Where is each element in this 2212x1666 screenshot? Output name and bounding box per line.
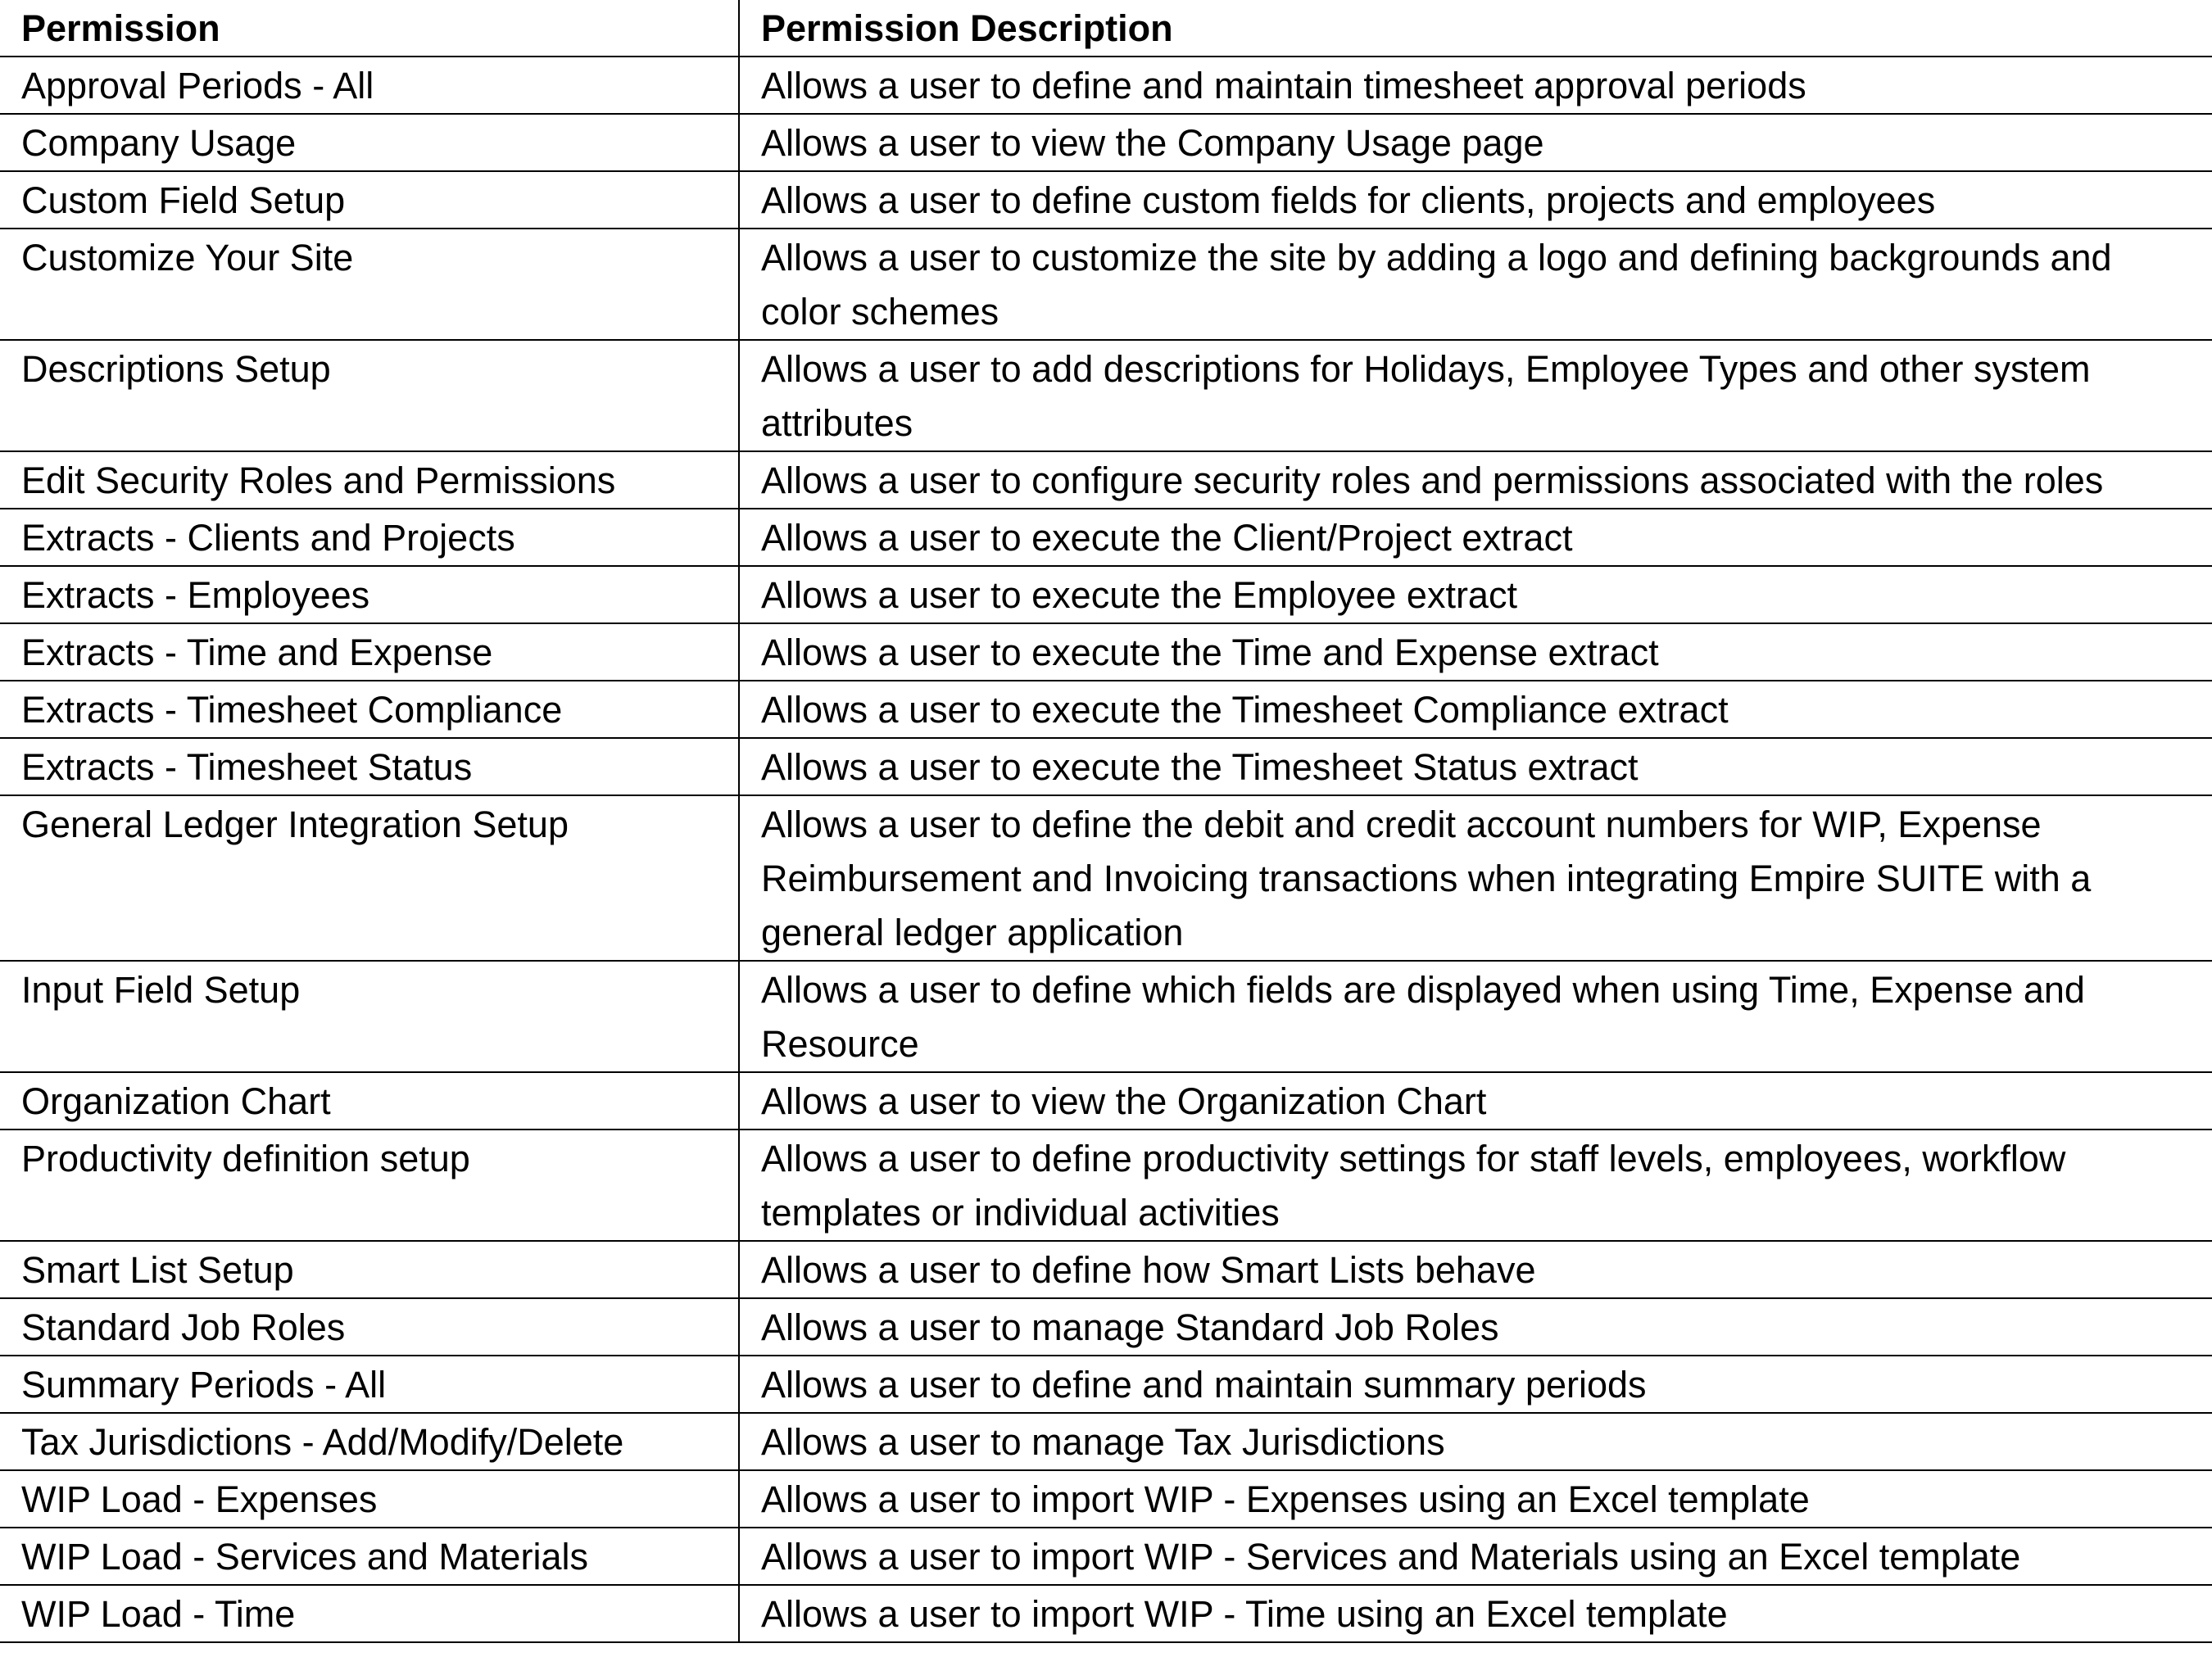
permission-description-cell: Allows a user to define and maintain summary periods: [739, 1356, 2212, 1413]
permission-description-cell: Allows a user to define how Smart Lists behave: [739, 1241, 2212, 1298]
permission-cell: Smart List Setup: [0, 1241, 739, 1298]
table-row: [0, 114, 2212, 171]
table-row: [0, 229, 2212, 340]
permission-description-cell: Allows a user to execute the Client/Project extract: [739, 509, 2212, 566]
permission-description-cell: Allows a user to add descriptions for Holidays, Employee Types and other system attributes: [739, 340, 2212, 451]
permission-cell: Extracts - Clients and Projects: [0, 509, 739, 566]
permission-description-cell: Allows a user to define which fields are displayed when using Time, Expense and Resource: [739, 961, 2212, 1072]
table-row: [0, 1470, 2212, 1528]
permission-cell: WIP Load - Time: [0, 1585, 739, 1642]
table-body: [0, 57, 2212, 1642]
permission-cell: Approval Periods - All: [0, 57, 739, 114]
permission-cell: Productivity definition setup: [0, 1130, 739, 1241]
table-row: [0, 1528, 2212, 1585]
permission-cell: Edit Security Roles and Permissions: [0, 451, 739, 509]
table-row: [0, 623, 2212, 681]
table-row: [0, 961, 2212, 1072]
table-row: [0, 1413, 2212, 1470]
permission-cell: WIP Load - Expenses: [0, 1470, 739, 1528]
permission-description-cell: Allows a user to import WIP - Expenses using an Excel template: [739, 1470, 2212, 1528]
permission-description-cell: Allows a user to import WIP - Services and Materials using an Excel template: [739, 1528, 2212, 1585]
permission-cell: Tax Jurisdictions - Add/Modify/Delete: [0, 1413, 739, 1470]
permission-cell: Extracts - Timesheet Status: [0, 738, 739, 795]
permission-cell: Input Field Setup: [0, 961, 739, 1072]
permission-description-cell: Allows a user to define productivity settings for staff levels, employees, workflow templates or individual activities: [739, 1130, 2212, 1241]
permission-description-cell: Allows a user to configure security roles and permissions associated with the roles: [739, 451, 2212, 509]
permission-description-cell: Allows a user to execute the Time and Expense extract: [739, 623, 2212, 681]
permission-description-cell: Allows a user to define the debit and credit account numbers for WIP, Expense Reimbursement and Invoicing transactions when integrating Empire SUITE with a general ledger application: [739, 795, 2212, 961]
permission-cell: Standard Job Roles: [0, 1298, 739, 1356]
table-row: [0, 1585, 2212, 1642]
table-row: [0, 340, 2212, 451]
permission-cell: Descriptions Setup: [0, 340, 739, 451]
table-row: [0, 509, 2212, 566]
permission-description-cell: Allows a user to manage Tax Jurisdictions: [739, 1413, 2212, 1470]
table-row: [0, 795, 2212, 961]
permission-description-cell: Allows a user to execute the Timesheet Status extract: [739, 738, 2212, 795]
table-row: [0, 1241, 2212, 1298]
table-row: [0, 1356, 2212, 1413]
permission-cell: Summary Periods - All: [0, 1356, 739, 1413]
table-row: [0, 451, 2212, 509]
permission-description-cell: Allows a user to execute the Timesheet Compliance extract: [739, 681, 2212, 738]
table-row: [0, 566, 2212, 623]
table-row: [0, 1072, 2212, 1130]
permission-cell: Customize Your Site: [0, 229, 739, 340]
table-row: [0, 681, 2212, 738]
permission-cell: Extracts - Time and Expense: [0, 623, 739, 681]
permission-description-cell: Allows a user to define custom fields for clients, projects and employees: [739, 171, 2212, 229]
permission-description-cell: Allows a user to import WIP - Time using an Excel template: [739, 1585, 2212, 1642]
permission-cell: Organization Chart: [0, 1072, 739, 1130]
permission-cell: Company Usage: [0, 114, 739, 171]
permission-cell: General Ledger Integration Setup: [0, 795, 739, 961]
permission-description-cell: Allows a user to view the Organization Chart: [739, 1072, 2212, 1130]
table-row: [0, 1130, 2212, 1241]
table-row: [0, 1298, 2212, 1356]
table-row: [0, 171, 2212, 229]
permission-description-cell: Allows a user to execute the Employee extract: [739, 566, 2212, 623]
permission-description-cell: Allows a user to view the Company Usage page: [739, 114, 2212, 171]
permission-cell: WIP Load - Services and Materials: [0, 1528, 739, 1585]
column-header-permission: Permission: [0, 0, 739, 57]
permission-cell: Custom Field Setup: [0, 171, 739, 229]
table-row: [0, 738, 2212, 795]
column-header-permission-description: Permission Description: [739, 0, 2212, 57]
permission-description-cell: Allows a user to manage Standard Job Roles: [739, 1298, 2212, 1356]
table-header-row: [0, 0, 2212, 57]
permission-description-cell: Allows a user to define and maintain timesheet approval periods: [739, 57, 2212, 114]
permission-cell: Extracts - Employees: [0, 566, 739, 623]
permission-description-cell: Allows a user to customize the site by adding a logo and defining backgrounds and color schemes: [739, 229, 2212, 340]
permission-cell: Extracts - Timesheet Compliance: [0, 681, 739, 738]
table-row: [0, 57, 2212, 114]
